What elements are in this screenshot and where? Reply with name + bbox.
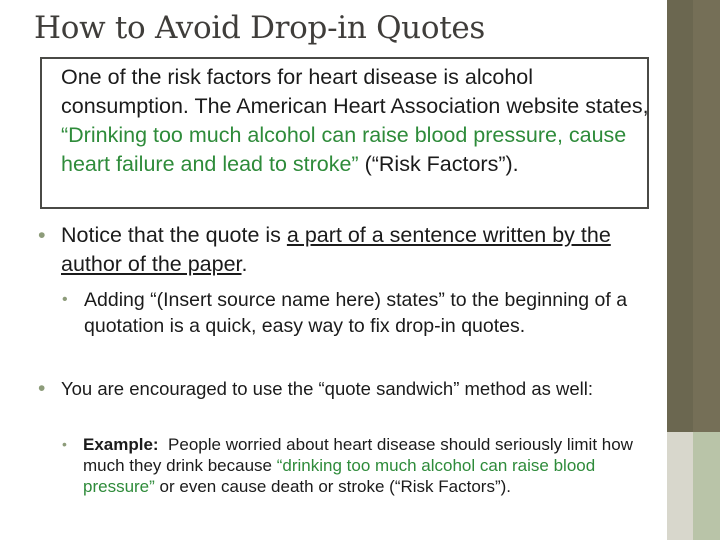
sub-bullet-adding — [62, 287, 642, 339]
sub-bullet-adding-text: Adding “(Insert source name here) states” to the beginning of a quotation is a quick, easy way to fix drop-in quotes. — [84, 289, 628, 337]
slide-title: How to Avoid Drop-in Quotes — [34, 10, 486, 46]
bullet-notice-text — [61, 221, 658, 279]
sidebar-green-panel — [693, 432, 720, 540]
bullet-quote-sandwich — [38, 377, 658, 400]
bullet-notice-suffix: . — [241, 252, 248, 276]
example-text-2: or even cause death or stroke (“Risk Factors”). — [154, 477, 511, 496]
example-paragraph — [61, 63, 661, 179]
example-quote: “drinking too much alcohol can raise blood pressure” — [83, 456, 596, 496]
example-label: Example: — [83, 435, 159, 454]
sub-bullet-example — [62, 434, 652, 497]
bullet-dot-icon: • — [38, 223, 46, 247]
sub-bullet-dot-icon: • — [62, 291, 68, 308]
paragraph-lead: One of the risk factors for heart disease is alcohol consumption. The American Heart Association website states, — [61, 65, 649, 118]
bullet-dot-icon: • — [38, 377, 46, 400]
sub-bullet-dot-icon: • — [62, 436, 67, 452]
bullet-quote-sandwich-text: You are encouraged to use the “quote sandwich” method as well: — [61, 378, 594, 399]
bullet-notice-prefix: Notice that the quote is — [61, 223, 287, 247]
bullet-notice-underlined: a part of a sentence written by the author of the paper — [61, 223, 611, 276]
paragraph-citation: (“Risk Factors”). — [358, 152, 519, 176]
sub-bullet-example-text — [83, 434, 652, 497]
example-text-1: People worried about heart disease should seriously limit how much they drink because — [83, 435, 638, 475]
bullet-notice — [38, 221, 658, 279]
paragraph-quote: “Drinking too much alcohol can raise blood pressure, cause heart failure and lead to stroke” — [61, 123, 627, 176]
